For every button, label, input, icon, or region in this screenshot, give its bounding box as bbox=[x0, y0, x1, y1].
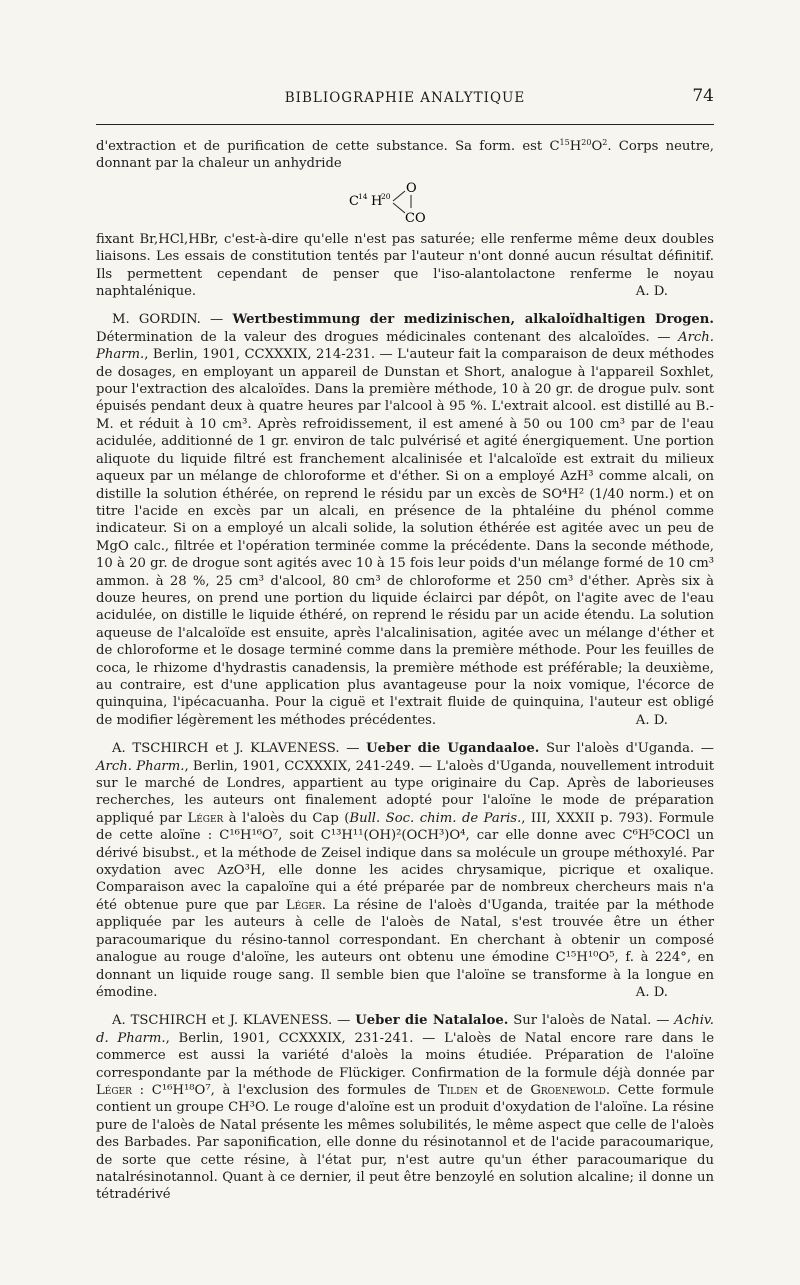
entry-body-c: à l'aloès du Cap ( bbox=[223, 810, 350, 826]
bond-lower bbox=[393, 203, 405, 213]
entry-title: Ueber die Ugandaaloe. bbox=[366, 741, 540, 757]
entry-body-e: . Cette formule contient un groupe CH³O. Le rouge d'aloïne est un produit d'oxydation de l'aloïne. La résine pure de l'aloès de Natal présente les mêmes solubilités, le même aspect que celle de l'aloès des Barbades. Par saponification, elle donne du résinotannol et de l'acide paracoumarique, de sorte que cette résine, à l'état pur, n'est autre qu'un éther paracoumarique du natalrésinotannol. Quant à ce dernier, il peut être benzoylé en solution alcaline; il donne un tétradérivé bbox=[96, 1082, 714, 1203]
entry-journal: Achiv. d. Pharm. bbox=[96, 1013, 714, 1046]
formula-c-sup: 15 bbox=[559, 138, 570, 147]
formula-base-c: C bbox=[349, 193, 359, 209]
entry-body-a: Détermination de la valeur des drogues médicinales contenant des alcaloïdes. — bbox=[96, 329, 679, 345]
formula-o-sup: 2 bbox=[602, 138, 608, 147]
entry-body-b: , Berlin, 1901, CCXXXIX, 231-241. — L'aloès de Natal encore rare dans le commerce est aussi la variété d'aloès la moins étudiée. Préparation de l'aloïne correspondante par la méthode de Flückiger. Confirmation de la formule déjà donnée par bbox=[96, 1030, 714, 1081]
entry-reference: Bull. Soc. chim. de Paris. bbox=[349, 810, 522, 826]
entry-title: Wertbestimmung der medizinischen, alkaloïdhaltigen Drogen. bbox=[232, 312, 714, 328]
signature: A. D. bbox=[635, 984, 668, 1000]
formula-h-sup: 20 bbox=[581, 138, 592, 147]
anhydride-structure bbox=[345, 175, 465, 227]
entry-name: Léger bbox=[96, 1082, 132, 1098]
formula-c-index: 14 bbox=[358, 191, 368, 201]
bibliography-entry bbox=[96, 740, 714, 1001]
entry-author: A. TSCHIRCH et J. KLAVENESS. bbox=[112, 1013, 333, 1029]
formula-h: H bbox=[569, 139, 582, 154]
entry-name: Tilden bbox=[437, 1082, 478, 1098]
entry-name: Léger bbox=[285, 897, 322, 913]
entry-journal: Arch. Pharm. bbox=[96, 329, 714, 363]
formula-mid-h: H bbox=[371, 193, 383, 209]
page-header bbox=[96, 86, 714, 114]
entry-body-e: . La résine de l'aloès d'Uganda, traitée par la méthode appliquée par les auteurs à celle de l'aloès de Natal, s'est trouvée être un éther paracoumarique du résino-tannol correspondant. En cherchant à obtenir un composé analogue au rouge d'aloïne, les auteurs ont obtenu une émodine C¹⁵H¹⁰O⁵, f. à 224°, en donnant un liquide rouge sang. Il semble bien que l'aloïne se transforme à la longue en émodine. bbox=[96, 897, 714, 1000]
entry-body-c: : C¹⁶H¹⁸O⁷, à l'exclusion des formules de bbox=[131, 1082, 438, 1098]
formula-group-co: CO bbox=[405, 210, 426, 226]
continuation-text-b: O bbox=[591, 139, 603, 154]
header-rule bbox=[96, 124, 714, 125]
entry-body-d: et de bbox=[477, 1082, 531, 1098]
entry-dash: — bbox=[200, 312, 233, 328]
entry-body-a: Sur l'aloès de Natal. — bbox=[508, 1013, 675, 1029]
entry-dash: — bbox=[339, 741, 367, 757]
bond-upper bbox=[393, 191, 405, 201]
anhydride-formula bbox=[96, 175, 714, 227]
page-number: 74 bbox=[692, 86, 714, 106]
entry-name: Groenewold bbox=[530, 1082, 606, 1098]
formula-h-index: 20 bbox=[381, 191, 391, 201]
entry-body-a: Sur l'aloès d'Uganda. — bbox=[539, 741, 714, 757]
continuation-paragraph bbox=[96, 138, 714, 173]
bibliography-entry bbox=[96, 1012, 714, 1203]
entry-body-b: , Berlin, 1901, CCXXXIX, 214-231. — L'auteur fait la comparaison de deux méthodes de dosages, en employant un appareil de Dunstan et Short, analogue à l'appareil Soxhlet, pour l'extraction des alcaloïdes. Dans la première méthode, 10 à 20 gr. de drogue pulv. sont épuisés pendant deux à quatre heures par l'alcool à 95 %. L'extrait alcool. est distillé au B.-M. et réduit à 10 cm³. Après refroidissement, il est amené à 50 ou 100 cm³ par de l'eau acidulée, additionné de 1 gr. environ de talc pulvérisé et agité énergiquement. Une portion aliquote du liquide filtré est franchement alcalinisée et l'alcaloïde est extrait du milieux aqueux par un mélange de chloroforme et d'éther. Si on a employé AzH³ comme alcali, on distille la solution éthérée, on reprend le résidu par un excès de SO⁴H² (1/40 norm.) et on titre l'acide en excès par un alcali, en présence de la phtaléine du phénol comme indicateur. Si on a employé un alcali solide, la solution éthérée est agitée avec un peu de MgO calc., filtrée et l'opération terminée comme la précédente. Dans la seconde méthode, 10 à 20 gr. de drogue sont agités avec 10 à 15 fois leur poids d'un mélange formé de 10 cm³ ammon. à 28 %, 25 cm³ d'alcool, 80 cm³ de chloroforme et 250 cm³ d'éther. Après six à douze heures, on prend une portion du liquide éclairci par dépôt, on l'agite avec de l'eau acidulée, on distille le liquide éthéré, on reprend le résidu par un acide étendu. La solution aqueuse de l'alcaloïde est ensuite, après l'alcalinisation, agitée avec un mélange d'éther et de chloroforme et le dosage terminé comme dans la première méthode. Pour les feuilles de coca, le rhizome d'hydrastis canadensis, la première méthode est préférable; la deuxième, au contraire, est d'une application plus avantageuse pour la noix vomique, l'écorce de quinquina, l'ipécacuanha. Pour la ciguë et l'extrait fluide de quinquina, l'auteur est obligé de modifier légèrement les méthodes précédentes. bbox=[96, 347, 714, 728]
entry-author: A. TSCHIRCH et J. KLAVENESS. bbox=[112, 741, 340, 757]
entry-journal: Arch. Pharm. bbox=[96, 758, 185, 774]
entry-name: Léger bbox=[187, 810, 224, 826]
bibliography-entry bbox=[96, 311, 714, 729]
continuation-text-after: fixant Br,HCl,HBr, c'est-à-dire qu'elle n'est pas saturée; elle renferme même deux doubles liaisons. Les essais de constitution tentés par l'auteur n'ont donné aucun résultat définitif. Ils permettent cependant de penser que l'iso-alantolactone renferme le noyau naphtalénique. bbox=[96, 231, 714, 300]
continuation-text-c: . Corps neutre, donnant par la chaleur un anhydride bbox=[96, 139, 714, 172]
entry-title: Ueber die Natalaloe. bbox=[355, 1013, 509, 1029]
formula-atom-o: O bbox=[406, 180, 417, 196]
signature: A. D. bbox=[635, 712, 668, 728]
signature: A. D. bbox=[635, 284, 668, 300]
entry-body-d: , III, XXXII p. 793). Formule de cette aloïne : C¹⁶H¹⁶O⁷, soit C¹³H¹¹(OH)²(OCH³)O⁴, car elle donne avec C⁶H⁵COCl un dérivé bisubst., et la méthode de Zeisel indique dans sa molécule un groupe méthoxylé. Par oxydation avec AzO³H, elle donne les acides chrysamique, picrique et oxalique. Comparaison avec la capaloïne qui a été préparée par de nombreux chercheurs mais n'a été obtenue pure que par bbox=[96, 810, 715, 913]
page-body bbox=[96, 138, 714, 1204]
running-title: BIBLIOGRAPHIE ANALYTIQUE bbox=[284, 90, 526, 106]
entry-author: M. GORDIN. bbox=[112, 312, 201, 328]
entry-body-b: , Berlin, 1901, CCXXXIX, 241-249. — L'aloès d'Uganda, nouvellement introduit sur le marché de Londres, appartient au type originaire du Cap. Après de laborieuses recherches, les auteurs ont finalement adopté pour l'aloïne le mode de préparation appliqué par bbox=[96, 758, 714, 826]
entry-dash: — bbox=[332, 1013, 356, 1029]
continuation-text-a: d'extraction et de purification de cette substance. Sa form. est C bbox=[96, 139, 560, 154]
